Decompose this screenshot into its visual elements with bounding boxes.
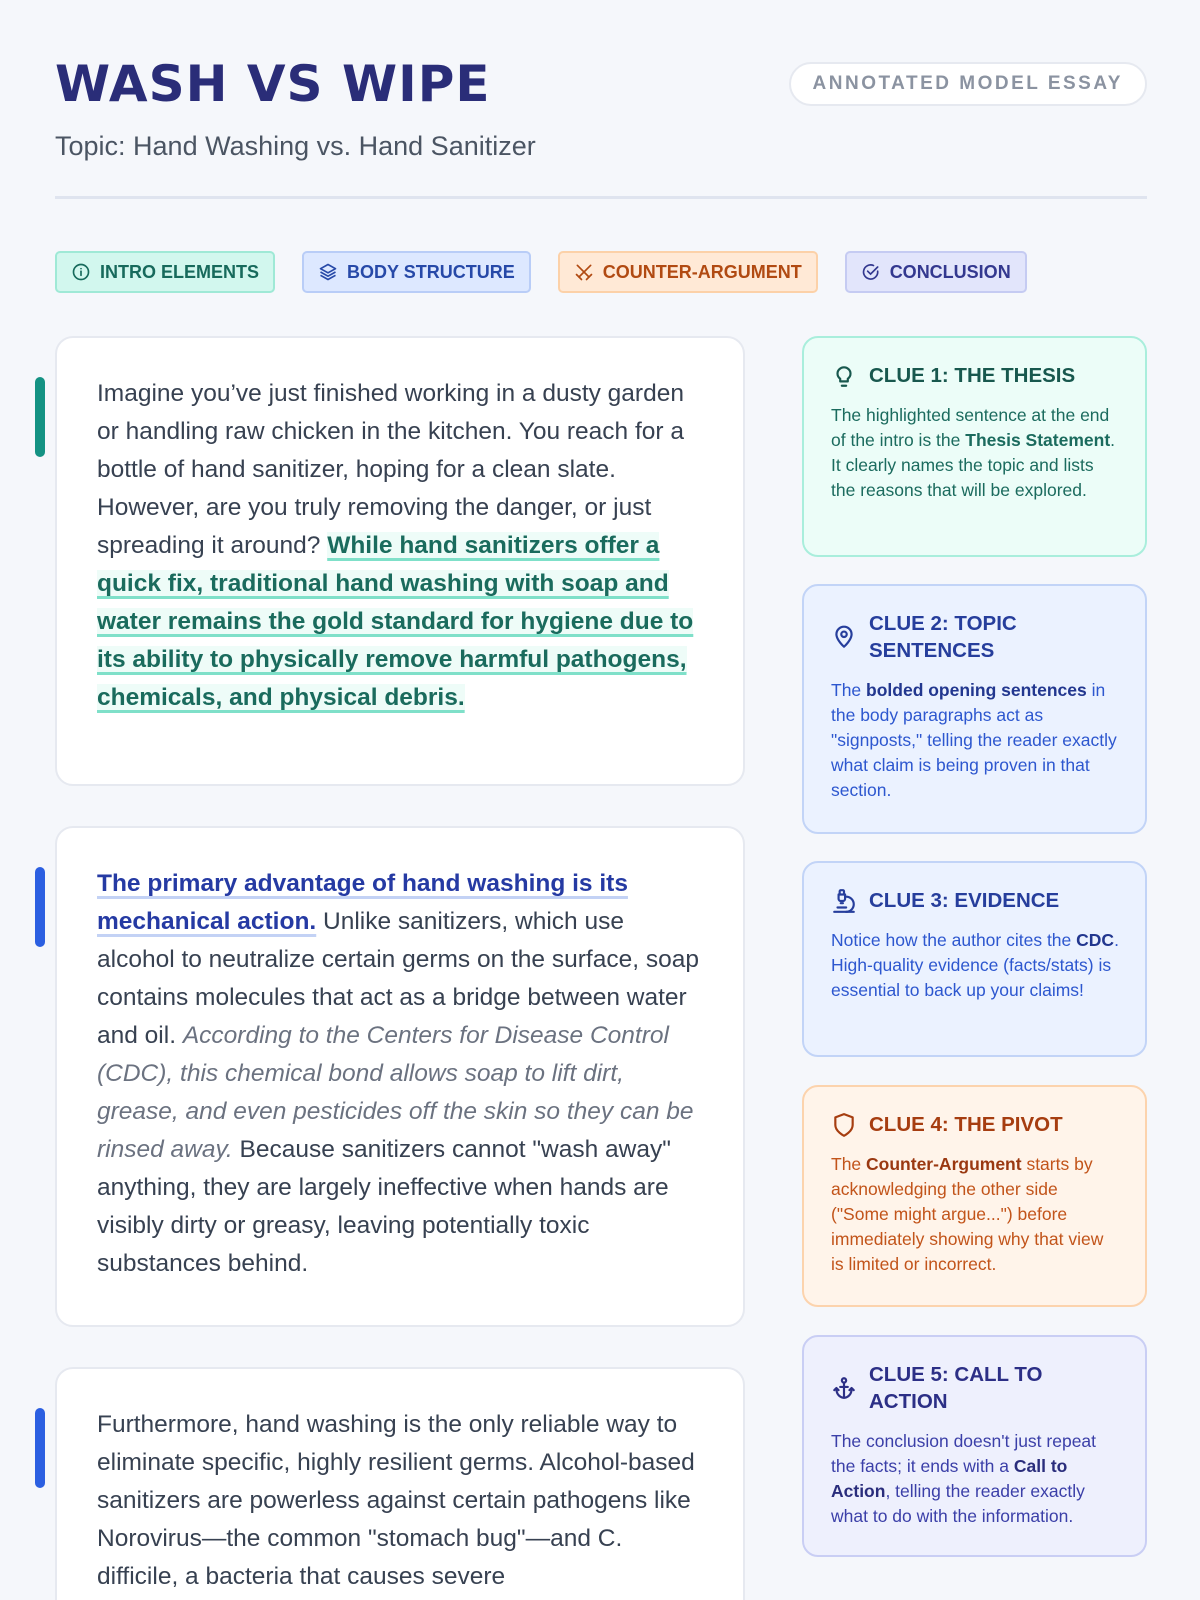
map-pin-icon: [831, 624, 857, 650]
page-subtitle: Topic: Hand Washing vs. Hand Sanitizer: [55, 131, 536, 161]
legend: [55, 251, 1027, 293]
body2-marker: [35, 1408, 45, 1488]
clue-3-text: Notice how the author cites the CDC. High-quality evidence (facts/stats) is essential to back up your claims!: [831, 930, 1119, 1000]
clue-card-evidence: [802, 861, 1147, 1057]
anchor-icon: [831, 1375, 857, 1401]
intro-paragraph-card: [55, 336, 745, 786]
info-icon: [71, 262, 91, 282]
legend-tag-intro-label: INTRO ELEMENTS: [100, 261, 260, 282]
essay-type-badge: ANNOTATED MODEL ESSAY: [789, 62, 1147, 106]
legend-tag-counter-label: COUNTER-ARGUMENT: [602, 261, 802, 282]
legend-tag-intro[interactable]: [55, 251, 275, 293]
clue-4-title: CLUE 4: THE PIVOT: [869, 1113, 1063, 1136]
clue-1-text: The highlighted sentence at the end of the intro is the Thesis Statement. It clearly names the topic and lists the reasons that will be explored.: [831, 405, 1116, 500]
intro-marker: [35, 377, 45, 457]
clue-2-title: CLUE 2: TOPIC SENTENCES: [869, 612, 1017, 662]
clue-2-keyword: bolded opening sentences: [866, 680, 1087, 700]
topic-sentence-1: The primary advantage of hand washing is its mechanical action.: [97, 870, 628, 935]
legend-tag-body-label: BODY STRUCTURE: [347, 261, 515, 282]
clue-card-thesis: [802, 336, 1147, 557]
clue-card-pivot: [802, 1085, 1147, 1307]
clue-5-text: The conclusion doesn't just repeat the facts; it ends with a Call to Action, telling the reader exactly what to do with the information.: [831, 1431, 1097, 1526]
cdc-evidence: According to the Centers for Disease Control (CDC), this chemical bond allows soap to lift dirt, grease, and even pesticides off the skin so they can be rinsed away.: [97, 1022, 694, 1163]
thesis-statement: While hand sanitizers offer a quick fix, traditional hand washing with soap and water remains the gold standard for hygiene due to its ability to physically remove harmful pathogens, chemicals, and physical debris.: [97, 532, 694, 711]
body1-text-a: Unlike sanitizers, which use alcohol to neutralize certain germs on the surface, soap contains molecules that act as a bridge between water and oil.: [97, 908, 699, 1049]
legend-tag-conclusion-label: CONCLUSION: [889, 261, 1011, 282]
lightbulb-icon: [831, 363, 857, 389]
legend-tag-body[interactable]: [302, 251, 531, 293]
page-title: WASH VS WIPE: [55, 55, 491, 113]
layers-icon: [318, 262, 338, 282]
body-paragraph-1-card: [55, 826, 745, 1327]
intro-hook-text: Imagine you’ve just finished working in a dusty garden or handling raw chicken in the kitchen. You reach for a bottle of hand sanitizer, hoping for a clean slate. However, are you truly removing the danger, or just spreading it around?: [97, 380, 685, 559]
legend-tag-counter[interactable]: [558, 251, 818, 293]
swords-icon: [574, 262, 594, 282]
body1-text-b: Because sanitizers cannot "wash away" anything, they are largely ineffective when hands are visibly dirty or greasy, leaving potentially toxic substances behind.: [97, 1136, 671, 1277]
page-header: [55, 50, 1147, 199]
body-paragraph-2-card: [55, 1367, 745, 1600]
clue-card-topic-sentences: [802, 584, 1147, 834]
clue-5-keyword: Call to Action: [831, 1456, 1068, 1501]
clue-3-keyword: CDC: [1076, 930, 1115, 950]
microscope-icon: [831, 888, 857, 914]
clue-1-title: CLUE 1: THE THESIS: [869, 364, 1076, 387]
clue-2-text: The bolded opening sentences in the body paragraphs act as "signposts," telling the reader exactly what claim is being proven in that section.: [831, 680, 1117, 800]
body1-marker: [35, 867, 45, 947]
check-circle-icon: [861, 262, 881, 282]
clue-3-title: CLUE 3: EVIDENCE: [869, 889, 1060, 912]
shield-icon: [831, 1112, 857, 1138]
clue-card-call-to-action: [802, 1335, 1147, 1557]
clue-5-title: CLUE 5: CALL TO ACTION: [869, 1363, 1043, 1413]
clue-4-text: The Counter-Argument starts by acknowledging the other side ("Some might argue...") before immediately showing why that view is limited or incorrect.: [831, 1154, 1104, 1274]
clue-4-keyword: Counter-Argument: [866, 1154, 1022, 1174]
body-paragraph-2: Furthermore, hand washing is the only reliable way to eliminate specific, highly resilient germs. Alcohol-based sanitizers are powerless against certain pathogens like Norovirus—the common "stomach bug"—and C. difficile, a bacteria that causes severe: [97, 1411, 695, 1590]
clue-1-keyword: Thesis Statement: [965, 430, 1111, 450]
body-paragraph-1: [97, 865, 705, 1283]
legend-tag-conclusion[interactable]: [845, 251, 1027, 293]
intro-paragraph: [97, 375, 705, 717]
